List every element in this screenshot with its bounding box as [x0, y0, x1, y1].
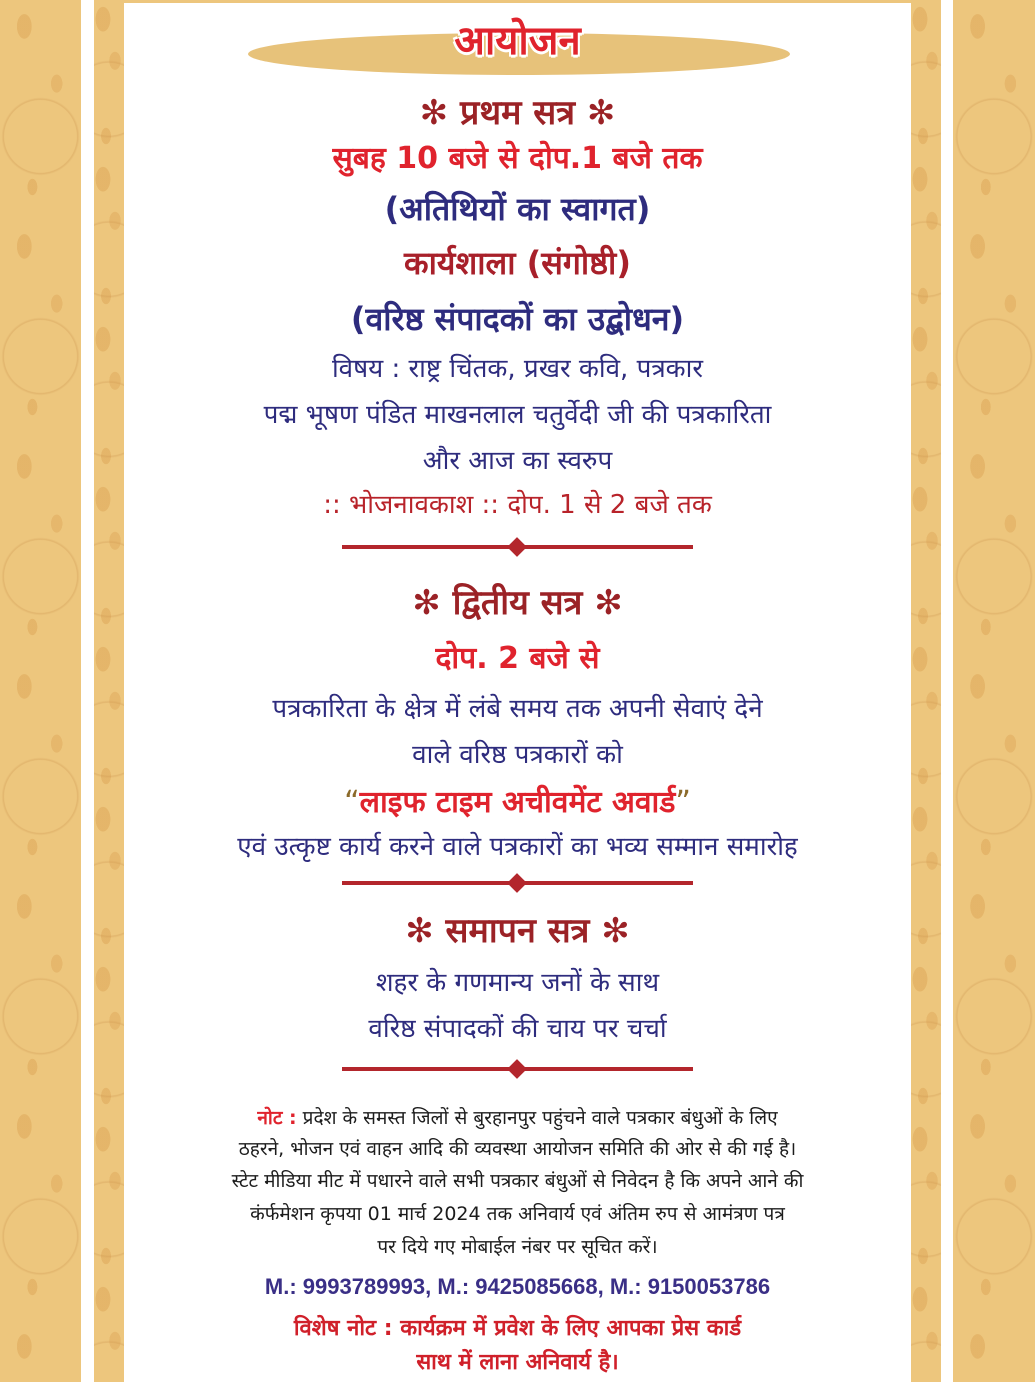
diamond-ornament-icon [507, 537, 527, 557]
session1-topic-line1: विषय : राष्ट्र चिंतक, प्रखर कवि, पत्रकार [331, 354, 704, 384]
award-name: लाइफ टाइम अचीवमेंट अवार्ड [359, 785, 676, 820]
outer-left-floral-border [0, 0, 81, 1382]
note-line2: ठहरने, भोजन एवं वाहन आदि की व्यवस्था आयोजन समिति की ओर से की गई है। [238, 1138, 797, 1160]
award-title [124, 783, 911, 823]
close-quote: ” [675, 785, 691, 820]
asterisk-ornament-icon: ✻ [405, 911, 434, 951]
session2-time: दोप. 2 बजे से [435, 641, 600, 676]
session3-desc-line2: वरिष्ठ संपादकों की चाय पर चर्चा [368, 1014, 667, 1044]
session2-desc-line2: वाले वरिष्ठ पत्रकारों को [412, 740, 623, 770]
session1-time: सुबह 10 बजे से दोप.1 बजे तक [332, 141, 703, 176]
outer-right-floral-border [953, 0, 1035, 1382]
note-label: नोट : [257, 1107, 297, 1129]
session2-desc-line1: पत्रकारिता के क्षेत्र में लंबे समय तक अपनी सेवाएं देने [272, 694, 763, 724]
session3-heading [124, 909, 911, 953]
note-line5: पर दिये गए मोबाईल नंबर पर सूचित करें। [377, 1236, 658, 1258]
session1-workshop: कार्यशाला (संगोष्ठी) [404, 244, 631, 282]
invitation-card [124, 3, 911, 1382]
special-note-line1: विशेष नोट : कार्यक्रम में प्रवेश के लिए आपका प्रेस कार्ड [293, 1316, 742, 1341]
asterisk-ornament-icon: ✻ [601, 911, 630, 951]
session1-topic-line2: पद्म भूषण पंडित माखनलाल चतुर्वेदी जी की पत्रकारिता [263, 400, 772, 430]
note-text: प्रदेश के समस्त जिलों से बुरहानपुर पहुंचने वाले पत्रकार बंधुओं के लिए [296, 1107, 778, 1129]
diamond-ornament-icon [507, 1059, 527, 1079]
session2-heading [124, 581, 911, 625]
session1-topic-line3: और आज का स्वरुप [422, 446, 613, 476]
asterisk-ornament-icon: ✻ [419, 93, 449, 133]
asterisk-ornament-icon: ✻ [594, 583, 623, 623]
session1-address: (वरिष्ठ संपादकों का उद्बोधन) [350, 300, 685, 338]
asterisk-ornament-icon: ✻ [586, 93, 616, 133]
lunch-break: :: भोजनावकाश :: दोप. 1 से 2 बजे तक [323, 490, 712, 520]
note-line1 [124, 1103, 911, 1134]
open-quote: “ [344, 785, 360, 820]
note-line3: स्टेट मीडिया मीट में पधारने वाले सभी पत्रकार बंधुओं से निवेदन है कि अपने आने की [231, 1170, 804, 1192]
note-line4: कंर्फमेशन कृपया 01 मार्च 2024 तक अनिवार्य एवं अंतिम रुप से आमंत्रण पत्र [250, 1203, 785, 1225]
asterisk-ornament-icon: ✻ [412, 583, 441, 623]
inner-right-floral-border [911, 0, 941, 1382]
inner-left-floral-border [94, 0, 124, 1382]
special-note-line2: साथ में लाना अनिवार्य है। [416, 1350, 619, 1375]
session3-heading-text: समापन सत्र [445, 911, 590, 951]
session1-heading [124, 91, 911, 135]
contact-numbers: M.: 9993789993, M.: 9425085668, M.: 9150053786 [264, 1274, 771, 1299]
session1-welcome: (अतिथियों का स्वागत) [384, 190, 651, 228]
session2-heading-text: द्वितीय सत्र [452, 583, 583, 623]
diamond-ornament-icon [507, 873, 527, 893]
session1-heading-text: प्रथम सत्र [460, 93, 575, 133]
session2-desc-line3: एवं उत्कृष्ट कार्य करने वाले पत्रकारों का भव्य सम्मान समारोह [237, 832, 798, 862]
session3-desc-line1: शहर के गणमान्य जनों के साथ [375, 968, 660, 998]
page-title: आयोजन [454, 18, 581, 64]
